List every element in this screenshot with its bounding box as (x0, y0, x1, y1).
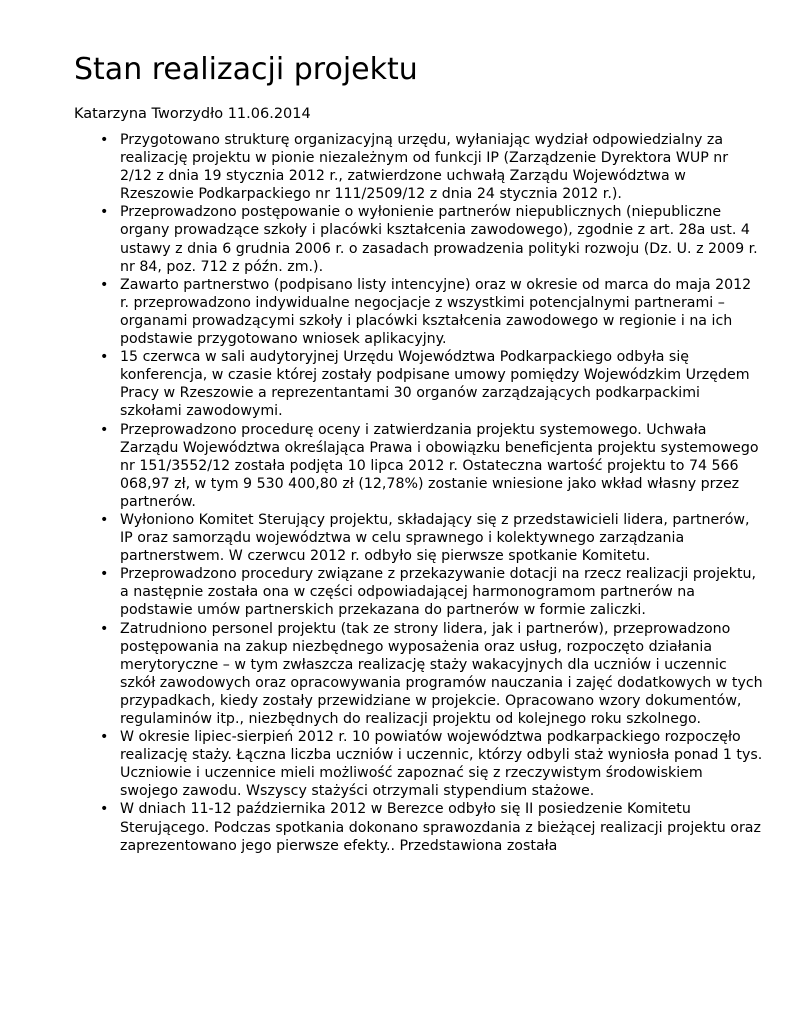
bullet-icon: • (100, 276, 109, 293)
list-item-text: 15 czerwca w sali audytoryjnej Urzędu Województwa Podkarpackiego odbyła się konferencja, w czasie której zostały podpisane umowy pomiędzy Wojewódzkim Urzędem Pracy w Rzeszowie a reprezentantami 30 organów zarządzających podkarpackimi szkołami zawodowymi. (120, 349, 750, 420)
list-item-text: Zawarto partnerstwo (podpisano listy intencyjne) oraz w okresie od marca do maja 2012 r. przeprowadzono indywidualne negocjacje z wszystkimi potencjalnymi partnerami – organami prowadzącymi szkoły i placówki kształcenia zawodowego w regionie i na ich podstawie przygotowano wniosek aplikacyjny. (120, 276, 752, 348)
list-item-text: Przeprowadzono postępowanie o wyłonienie partnerów niepublicznych (niepubliczne organy prowadzące szkoły i placówki kształcenia zawodowego), zgodnie z art. 28a ust. 4 ustawy z dnia 6 grudnia 2006 r. o zasadach prowadzenia polityki rozwoju (Dz. U. z 2009 r. nr 84, poz. 712 z późn. zm.). (120, 204, 758, 275)
document-page (74, 50, 764, 855)
progress-list (74, 131, 764, 855)
bullet-icon: • (100, 511, 109, 528)
list-item-text: Przeprowadzono procedurę oceny i zatwierdzania projektu systemowego. Uchwała Zarządu Województwa określająca Prawa i obowiązku beneficjenta projektu systemowego nr 151/3552/12 została podjęta 10 lipca 2012 r. Ostateczna wartość projektu to 74 566 068,97 zł, w tym 9 530 400,80 zł (12,78%) zostanie wniesione jako wkład własny przez partnerów. (120, 421, 759, 510)
list-item (74, 728, 764, 800)
list-item-text: W dniach 11-12 października 2012 w Berezce odbyło się II posiedzenie Komitetu Sterującego. Podczas spotkania dokonano sprawozdania z bieżącej realizacji projektu oraz zaprezentowano jego pierwsze efekty.. Przedstawiona została (120, 801, 761, 854)
bullet-icon: • (100, 349, 109, 366)
bullet-icon: • (100, 132, 109, 148)
list-item (74, 421, 764, 511)
list-item-text: Zatrudniono personel projektu (tak ze strony lidera, jak i partnerów), przeprowadzono postępowania na zakup niezbędnego wyposażenia oraz usług, rozpoczęto działania merytoryczne – w tym zwłaszcza realizację staży wakacyjnych dla uczniów i uczennic szkół zawodowych oraz opracowywania programów nauczania i zajęć dodatkowych w tych przypadkach, kiedy zostały przewidziane w projekcie. Opracowano wzory dokumentów, regulaminów itp., niezbędnych do realizacji projektu od kolejnego roku szkolnego. (120, 620, 763, 727)
list-item-text: Wyłoniono Komitet Sterujący projektu, składający się z przedstawicieli lidera, partnerów, IP oraz samorządu województwa w celu sprawnego i kolektywnego zarządzania partnerstwem. W czerwcu 2012 r. odbyło się pierwsze spotkanie Komitetu. (120, 511, 750, 565)
bullet-icon: • (100, 421, 109, 438)
list-item-text: W okresie lipiec-sierpień 2012 r. 10 powiatów województwa podkarpackiego rozpoczęło realizację staży. Łączna liczba uczniów i uczennic, którzy odbyli staż wyniosła ponad 1 tys. Uczniowie i uczennice mieli możliwość zapoznać się z rzeczywistym środowiskiem swojego zawodu. Wszyscy stażyści otrzymali stypendium stażowe. (120, 729, 763, 800)
list-item (74, 131, 764, 203)
bullet-icon: • (100, 204, 109, 221)
list-item-text: Przygotowano strukturę organizacyjną urzędu, wyłaniając wydział odpowiedzialny za realizację projektu w pionie niezależnym od funkcji IP (Zarządzenie Dyrektora WUP nr 2/12 z dnia 19 stycznia 2012 r., zatwierdzone uchwałą Zarządu Województwa w Rzeszowie Podkarpackiego nr 111/2509/12 z dnia 24 stycznia 2012 r.). (120, 132, 729, 203)
list-item (74, 565, 764, 619)
author-date-line: Katarzyna Tworzydło 11.06.2014 (74, 106, 311, 122)
list-item (74, 800, 764, 854)
list-item-text: Przeprowadzono procedury związane z przekazywanie dotacji na rzecz realizacji projektu, a następnie została ona w części odpowiadającej harmonogramom partnerów na podstawie umów partnerskich przekazana do partnerów w formie zaliczki. (120, 566, 757, 619)
bullet-icon: • (100, 801, 109, 818)
page-title: Stan realizacji projektu (74, 52, 418, 87)
list-item (74, 620, 764, 729)
bullet-icon: • (100, 566, 109, 583)
list-item (74, 511, 764, 565)
list-item (74, 276, 764, 348)
bullet-icon: • (100, 620, 109, 637)
bullet-icon: • (100, 729, 109, 746)
list-item (74, 348, 764, 420)
list-item (74, 203, 764, 275)
